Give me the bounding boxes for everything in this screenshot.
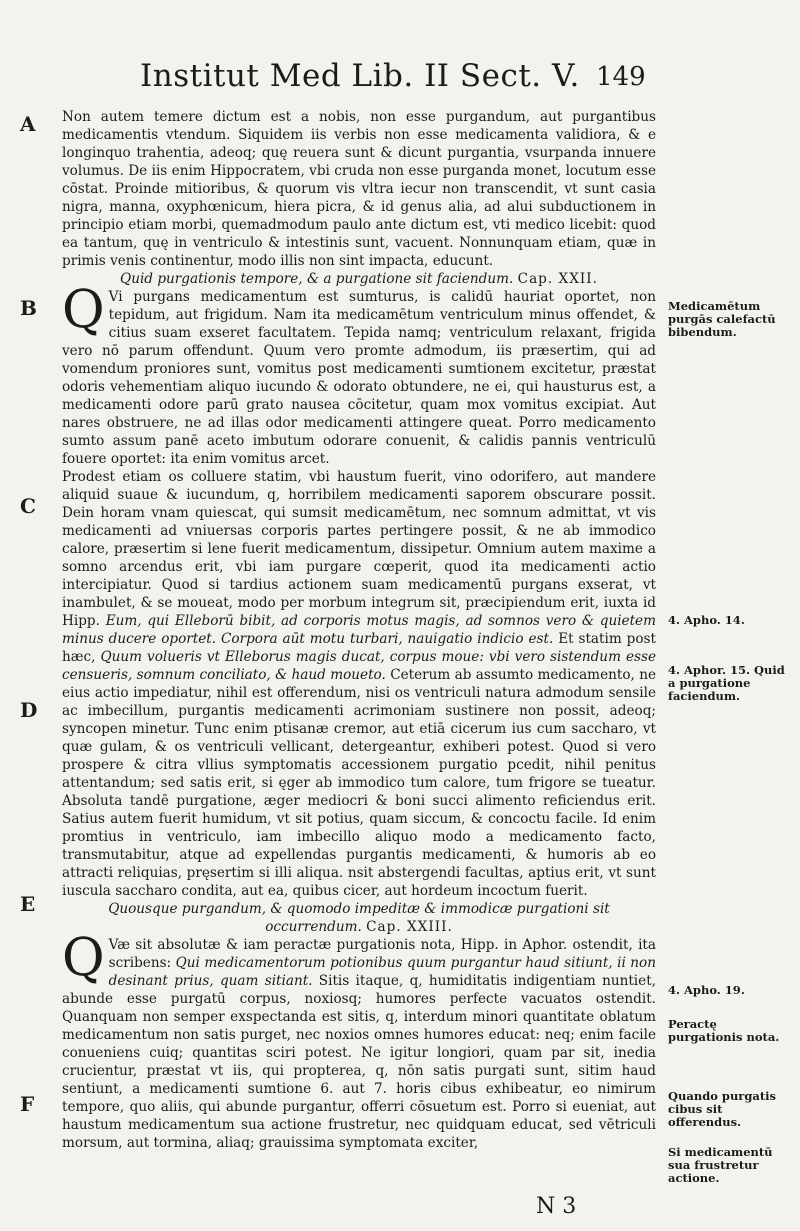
section-mark-e: E (20, 892, 36, 916)
section-mark-c: C (20, 494, 36, 518)
chapter-heading-22-title: Quid purgationis tempore, & a purgatione sit faciendum. (120, 271, 514, 287)
chapter-heading-23 (62, 900, 656, 936)
chapter-heading-22 (62, 270, 656, 288)
paragraph-3 (62, 468, 656, 900)
section-mark-f: F (20, 1092, 35, 1116)
chapter-heading-23-number: Cap. XXIII. (366, 919, 453, 935)
paragraph-2 (62, 280, 656, 468)
margin-note: Peractę purgationis nota. (668, 1017, 780, 1044)
margin-note: Si medicamentū sua frustretur actione. (668, 1145, 773, 1185)
hippocrates-quote-3: Qui medicamentorum potionibus quum purgantur haud sitiunt, ii non desinant prius, quam sitiant. (108, 955, 656, 989)
paragraph-2-text: Vi purgans medicamentum est sumturus, is calidū hauriat oportet, non tepidum, aut frigidum. Nam ita medicamētum ventriculum minus offendet, & citius suam exseret facultatem. Tepida namq; ventriculum relaxant, frigida vero nō parum offendunt. Quum vero promte admodum, iis præsertim, qui ad vomendum proniores sunt, vomitus post medicamenti sumtionem excitetur, præstat odoris vehementiam aliquo iucundo & odorato obtundere, ne ei, qui hausturus est, a medicamenti odore parū grato nausea cōcitetur, quam mox vomitus excipiat. Aut nares obstruere, ne ad illas odor medicamenti attingere queat. Porro medicamento sumto assum panē aceto imbutum odorare conuenit, & calidis pannis ventriculū fouere oportet: ita enim vomitus arcet. (62, 289, 656, 467)
hippocrates-quote-1: Eum, qui Elleborū bibit, ad corporis motus magis, ad somnos vero & quietem minus ducere oportet. Corpora aūt motu turbari, nauigatio indicio est. (62, 613, 656, 647)
hippocrates-quote-2: Quum volueris vt Elleborus magis ducat, corpus moue: vbi vero sistendum esse censueris, somnum conciliato, & haud moueto. (62, 649, 656, 683)
margin-note: Quando purgatis cibus sit offerendus. (668, 1089, 777, 1129)
paragraph-4 (62, 928, 656, 1152)
paragraph-4b-text: Sitis itaque, q, humiditatis indigentiam nuntiet, abunde esse purgatū corpus, noxiosq; humores perfecte vacuatos ostendit. Quanquam non semper exspectanda est sitis, q, interdum minori quantitate oblatum medicamentum non satis purget, nec noxios omnes humores educat: neq; enim facile conueniens cuiq; quantitas sciri potest. Ne igitur longiori, quam par sit, inedia crucientur, præstat vt iis, qui propterea, q, nōn satis purgati sunt, sitim haud sentiunt, a medicamenti sumtione 6. aut 7. horis cibus exhibeatur, eo nimirum tempore, quo aliis, qui abunde purgantur, offerri cōsuetum est. Porro si eueniat, aut haustum medicamentum sua actione frustretur, nec quidquam educat, sed vētriculi morsum, aut tormina, aliaq; grauissima symptomata exciter, (62, 973, 656, 1151)
drop-initial: Q (62, 280, 105, 340)
section-mark-d: D (20, 698, 38, 722)
running-head: Institut Med Lib. II Sect. V. (140, 58, 580, 94)
page-number: 149 (596, 62, 646, 92)
signature-mark: N 3 (536, 1194, 577, 1219)
paragraph-4-text: Væ sit absolutæ & iam peractæ purgationis nota, Hipp. in Aphor. ostendit, ita scribens: (108, 937, 656, 971)
section-mark-b: B (20, 296, 37, 320)
margin-note: 4. Apho. 19. (668, 983, 745, 997)
paragraph-3b-text: Et statim post hæc, (62, 631, 656, 665)
chapter-heading-23-title: Quousque purgandum, & quomodo impeditæ & immodicæ purgationi sit occurrendum. (108, 901, 610, 935)
margin-note: 4. Apho. 14. (668, 613, 745, 627)
paragraph-3-text: Prodest etiam os colluere statim, vbi haustum fuerit, vino odorifero, aut mandere aliquid suaue & iucundum, q, horribilem medicamenti saporem obscurare possit. Dein horam vnam quiescat, qui sumsit medicamētum, nec somnum admittat, vt vis medicamenti ad vniuersas corporis partes pertingere possit, & ne ab immodico calore, præsertim si lene fuerit medicamentum, dissipetur. Omnium autem maxime a somno arcendus erit, vbi iam purgare cœperit, quod ita medicamenti actio intercipiatur. Quod si tardius actionem suam medicamentū purgans exserat, vt inambulet, & se moueat, modo per morbum integrum sit, præcipiendum erit, iuxta id Hipp. (62, 469, 656, 629)
margin-note: Medicamētum purgās calefactū bibendum. (668, 299, 776, 339)
section-mark-a: A (20, 112, 36, 136)
paragraph-1: Non autem temere dictum est a nobis, non esse purgandum, aut purgantibus medicamentis vtendum. Siquidem iis verbis non esse medicamenta validiora, & e longinquo trahentia, adeoq; quę reuera sunt & dicunt purgantia, vsurpanda innuere volumus. De iis enim Hippocratem, vbi cruda non esse purganda monet, locutum esse cōstat. Proinde mitioribus, & quorum vis vltra iecur non transcendit, vt sunt casia nigra, manna, oxyphœnicum, hiera picra, & id genus alia, ad alui subductionem in principio etiam morbi, quemadmodum paulo ante dictum est, vti medico licebit: quod ea tantum, quę in ventriculo & intestinis sunt, vacuent. Nonnunquam etiam, quæ in primis venis continentur, modo illis non sint impacta, educunt. (62, 109, 656, 269)
paragraph-3c-text: Ceterum ab assumto medicamento, ne eius actio impediatur, nihil est offerendum, nisi os ventriculi natura admodum sensile ac imbecillum, purgantis medicamenti acrimoniam sustinere non possit, adeoq; syncopen minetur. Tunc enim ptisanæ cremor, aut etiā cicerum ius cum saccharo, vt quæ gulam, & os ventriculi vellicant, detergeantur, exhiberi potest. Quod si vero prospere & citra vllius symptomatis accessionem purgatio pcedit, nihil penitus attentandum; sed satis erit, si ęger ab immodico tum calore, tum frigore se tueatur. Absoluta tandē purgatione, æger mediocri & boni succi alimento reficiendus erit. Satius autem fuerit humidum, vt sit potius, quam siccum, & concoctu facile. Id enim promtius in ventriculo, iam imbecillo aliquo modo a medicamento facto, transmutabitur, atque ad expellendas purgantis medicamenti, & humoris ab eo attracti reliquias, pręsertim si illi aliqua. nsit abstergendi facultas, aptius erit, vt sunt iuscula saccharo condita, aut ea, quibus cicer, aut hordeum incoctum fuerit. (62, 667, 656, 899)
chapter-heading-22-number: Cap. XXII. (517, 271, 598, 287)
main-text (62, 108, 656, 1152)
margin-note: 4. Aphor. 15. Quid a purgatione faciendum. (668, 663, 785, 703)
drop-initial: Q (62, 928, 105, 988)
